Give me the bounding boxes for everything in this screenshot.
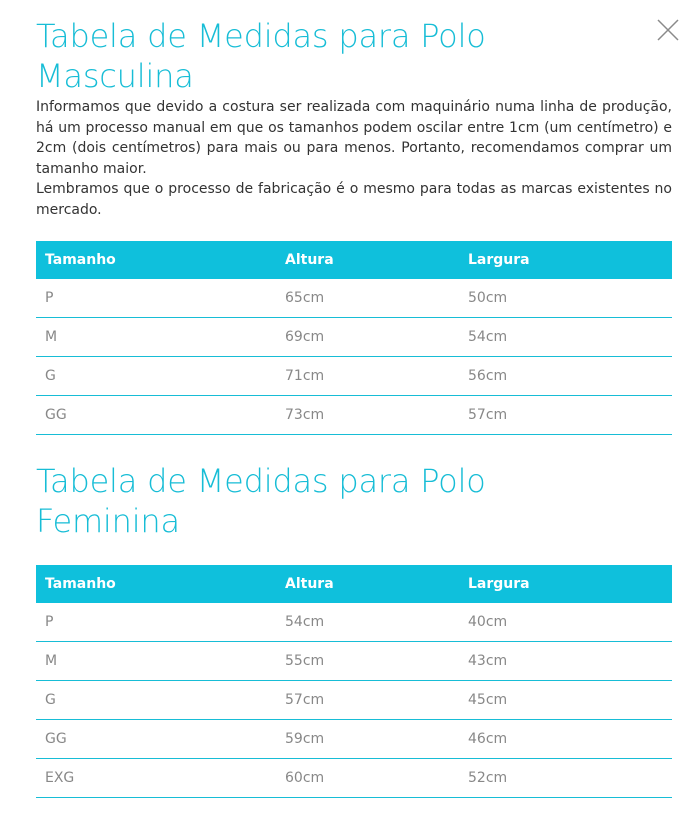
cell-altura: 59cm: [276, 720, 459, 759]
cell-largura: 46cm: [459, 720, 672, 759]
table-row: [36, 759, 672, 798]
feminina-title-line1: Tabela de Medidas para Polo: [36, 462, 486, 500]
cell-largura: 45cm: [459, 681, 672, 720]
cell-altura: 71cm: [276, 357, 459, 396]
table-row: [36, 396, 672, 435]
cell-tamanho: M: [36, 642, 276, 681]
cell-altura: 69cm: [276, 318, 459, 357]
intro-paragraph-1: Informamos que devido a costura ser realizada com maquinário numa linha de produção, há um processo manual em que os tamanhos podem oscilar entre 1cm (um centímetro) e 2cm (dois centímetros) para mais ou para menos. Portanto, recomendamos comprar um tamanho maior.: [36, 99, 672, 177]
table-row: [36, 681, 672, 720]
intro-text: [36, 97, 672, 220]
cell-tamanho: P: [36, 279, 276, 318]
cell-altura: 65cm: [276, 279, 459, 318]
cell-altura: 54cm: [276, 603, 459, 642]
feminina-title: [36, 461, 636, 541]
cell-tamanho: GG: [36, 720, 276, 759]
header-largura: Largura: [459, 241, 672, 279]
header-altura: Altura: [276, 241, 459, 279]
cell-tamanho: P: [36, 603, 276, 642]
close-button[interactable]: [656, 18, 680, 42]
close-icon: [656, 18, 680, 42]
masculina-title-line1: Tabela de Medidas para Polo: [36, 17, 486, 55]
cell-largura: 43cm: [459, 642, 672, 681]
cell-largura: 50cm: [459, 279, 672, 318]
table-header-row: [36, 565, 672, 603]
table-row: [36, 642, 672, 681]
masculina-title-line2: Masculina: [36, 57, 194, 95]
intro-paragraph-2: Lembramos que o processo de fabricação é o mesmo para todas as marcas existentes no mercado.: [36, 181, 672, 218]
header-tamanho: Tamanho: [36, 241, 276, 279]
cell-tamanho: G: [36, 357, 276, 396]
feminina-title-line2: Feminina: [36, 502, 180, 540]
feminina-size-table: [36, 565, 672, 798]
table-row: [36, 318, 672, 357]
table-header-row: [36, 241, 672, 279]
cell-tamanho: EXG: [36, 759, 276, 798]
table-row: [36, 720, 672, 759]
table-row: [36, 603, 672, 642]
cell-tamanho: M: [36, 318, 276, 357]
cell-altura: 55cm: [276, 642, 459, 681]
header-largura: Largura: [459, 565, 672, 603]
cell-largura: 57cm: [459, 396, 672, 435]
cell-altura: 57cm: [276, 681, 459, 720]
cell-largura: 56cm: [459, 357, 672, 396]
table-row: [36, 357, 672, 396]
header-altura: Altura: [276, 565, 459, 603]
table-row: [36, 279, 672, 318]
cell-tamanho: GG: [36, 396, 276, 435]
cell-largura: 52cm: [459, 759, 672, 798]
cell-tamanho: G: [36, 681, 276, 720]
header-tamanho: Tamanho: [36, 565, 276, 603]
cell-largura: 54cm: [459, 318, 672, 357]
cell-largura: 40cm: [459, 603, 672, 642]
masculina-title: [36, 16, 636, 96]
masculina-size-table: [36, 241, 672, 435]
cell-altura: 73cm: [276, 396, 459, 435]
cell-altura: 60cm: [276, 759, 459, 798]
